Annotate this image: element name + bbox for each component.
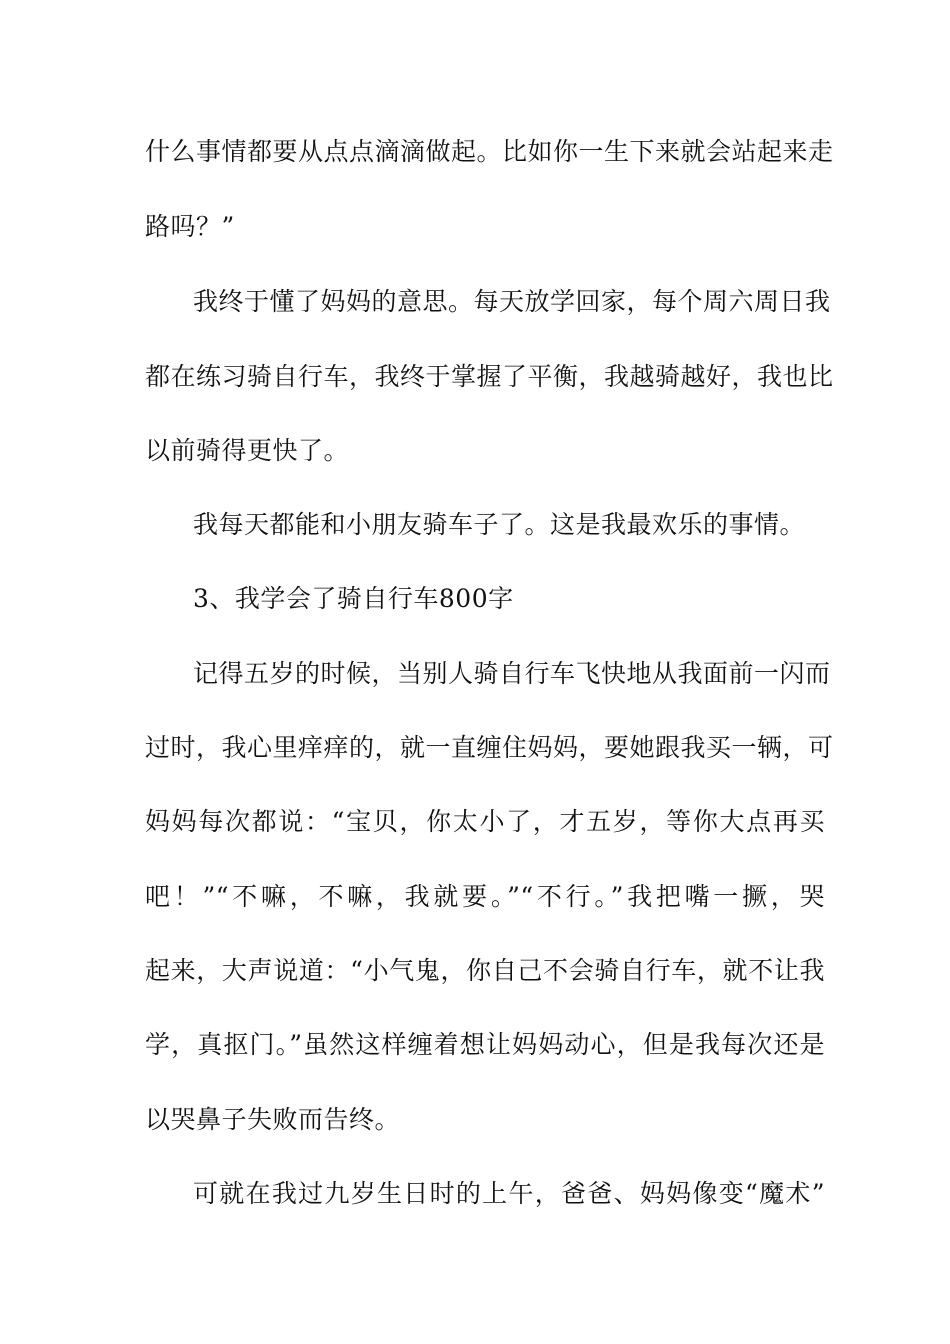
text-line-15: 可就在我过九岁生日时的上午，爸爸、妈妈像变“魔术” — [193, 1179, 825, 1208]
text-line-6: 我每天都能和小朋友骑车子了。这是我最欢乐的事情。 — [193, 510, 806, 539]
text-line-4: 都在练习骑自行车，我终于掌握了平衡，我越骑越好，我也比 — [145, 362, 834, 391]
text-line-10: 妈妈每次都说：“宝贝，你太小了，才五岁，等你大点再买 — [145, 807, 825, 836]
text-line-3: 我终于懂了妈妈的意思。每天放学回家，每个周六周日我 — [193, 287, 831, 316]
text-line-14: 以哭鼻子失败而告终。 — [145, 1105, 401, 1134]
text-line-8: 记得五岁的时候，当别人骑自行车飞快地从我面前一闪而 — [193, 659, 831, 688]
text-line-12: 起来，大声说道：“小气鬼，你自己不会骑自行车，就不让我 — [145, 956, 825, 985]
text-line-9: 过时，我心里痒痒的，就一直缠住妈妈，要她跟我买一辆，可 — [145, 733, 834, 762]
text-line-1: 什么事情都要从点点滴滴做起。比如你一生下来就会站起来走 — [145, 137, 834, 166]
text-line-5: 以前骑得更快了。 — [145, 436, 350, 465]
section-heading: 3、我学会了骑自行车800字 — [193, 584, 514, 613]
text-line-11: 吧！”“不嘛，不嘛，我就要。”“不行。”我把嘴一撅，哭 — [145, 882, 825, 911]
text-line-2: 路吗？” — [145, 212, 235, 241]
text-line-13: 学，真抠门。”虽然这样缠着想让妈妈动心，但是我每次还是 — [145, 1030, 825, 1059]
